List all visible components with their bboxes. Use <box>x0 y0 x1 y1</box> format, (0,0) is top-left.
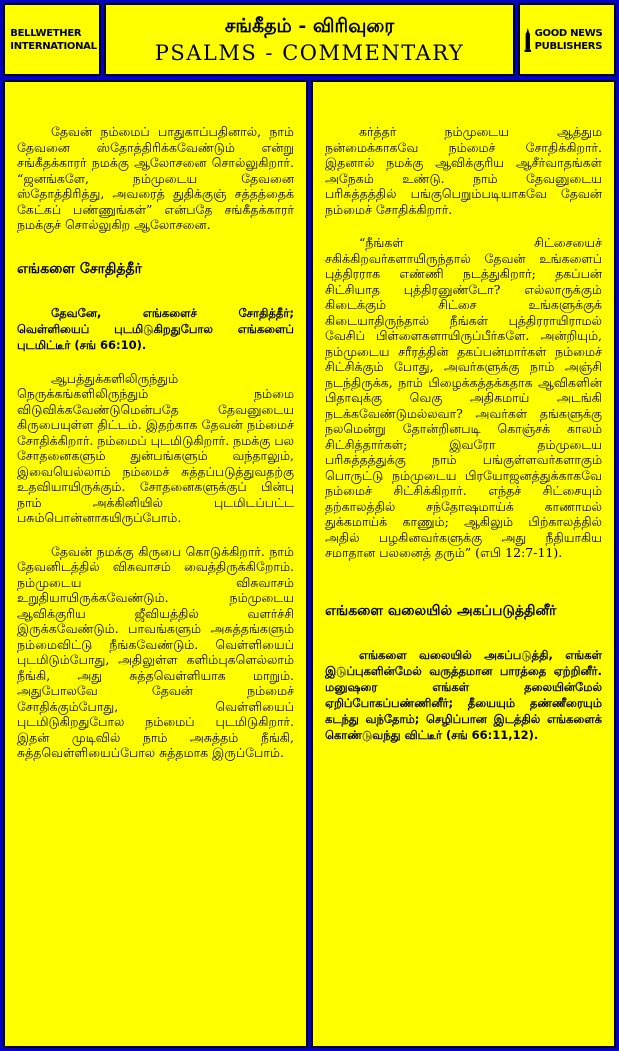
section-heading: எங்களை சோதித்தீர் <box>17 260 142 277</box>
tower-icon <box>524 18 532 62</box>
title-box <box>104 3 515 76</box>
verse-quote: எங்களை வலையில் அகப்படுத்தி, எங்கள் இடுப்புகளின்மேல் வருத்தமான பாரத்தை ஏற்றினீர். மனுஷரை எங்கள் தலையின்மேல் ஏறிப்போகப்பண்ணினீர்; தீயையும் தண்ணீரையும் கடந்து வந்தோம்; செழிப்பான இடத்தில் எங்களைக் கொண்டுவந்து விட்டீர் (சங் 66:11,12). <box>325 647 602 742</box>
left-logo-text: BELLWETHER INTERNATIONAL <box>10 27 97 52</box>
content-columns <box>3 80 616 1048</box>
paragraph: தேவன் நம்மைப் பாதுகாப்பதினால், நாம் தேவனை ஸ்தோத்திரிக்கவேண்டும் என்று சங்கீதக்காரர் நமக்கு ஆலோசனை சொல்லுகிறார். “ஜனங்களே, நம்முடைய தேவனை ஸ்தோத்திரித்து, அவரைத் துதிக்குஞ் சத்தத்தைக் கேட்கப் பண்ணுங்கள்” என்பதே சங்கீதக்காரர் நமக்குச் சொல்லுகிற ஆலோசனை. <box>17 124 294 232</box>
right-logo-text: GOOD NEWS PUBLISHERS <box>534 27 603 52</box>
right-column <box>311 80 616 1048</box>
page-header <box>3 3 616 76</box>
paragraph: தேவன் நமக்கு கிருபை கொடுக்கிறார். நாம் தேவனிடத்தில் விசுவாசம் வைத்திருக்கிறோம். நம்முடைய விசுவாசம் உறுதியாயிருக்கவேண்டும். நம்முடைய ஆவிக்குரிய ஜீவியத்தில் வளர்ச்சி இருக்கவேண்டும். பாவங்களும் அசுத்தங்களும் நம்மைவிட்டு நீங்கவேண்டும். வெள்ளியைப் புடமிடும்போது, அதிலுள்ள களிம்புகளெல்லாம் நீங்கி, அது சுத்தவெள்ளியாக மாறும். அதுபோலவே தேவன் நம்மைச் சோதிக்கும்போது, வெள்ளியைப் புடமிடுகிறதுபோல நம்மைப் புடமிடுகிறார். இதன் முடிவில் நாம் அசுத்தம் நீங்கி, சுத்தவெள்ளியைப்போல சுத்தமாக இருப்போம். <box>17 543 294 760</box>
paragraph: கர்த்தர் நம்முடைய ஆத்தும நன்மைக்காகவே நம்மைச் சோதிக்கிறார். இதனால் நமக்கு ஆவிக்குரிய ஆசீர்வாதங்கள் அநேகம் உண்டு. நாம் தேவனுடைய பரிசுத்தத்தில் பங்குபெறும்படியாகவே தேவன் நம்மைச் சோதிக்கிறார். <box>325 124 602 217</box>
paragraph: “நீங்கள் சிட்சையைச் சகிக்கிறவர்களாயிருந்தால் தேவன் உங்களைப் புத்திரராக எண்ணி நடத்துகிறார்; தகப்பன் சிட்சியாத புத்திரனுண்டோ? எல்லாருக்கும் கிடைக்கும் சிட்சை உங்களுக்குக் கிடையாதிருந்தால் நீங்கள் புத்திரராயிராமல் வேசிப் பிள்ளைகளாயிருப்பீர்களே. அன்றியும், நம்முடைய சரீரத்தின் தகப்பன்மார்கள் நம்மைச் சிட்சிக்கும் போது, அவர்களுக்கு நாம் அஞ்சி நடந்திருக்க, நாம் பிழைக்கத்தக்கதாக ஆவிகளின் பிதாவுக்கு வெகு அதிகமாய் அடங்கி நடக்கவேண்டுமல்லவா? அவர்கள் தங்களுக்கு நலமென்று தோன்றினபடி கொஞ்சக் காலம் சிட்சித்தார்கள்; இவரோ தம்முடைய பரிசுத்தத்துக்கு நாம் பங்குள்ளவர்களாகும் பொருட்டு நம்முடைய பிரயோஜனத்துக்காகவே நம்மைச் சிட்சிக்கிறார். எந்தச் சிட்சையும் தற்காலத்தில் சந்தோஷமாய்க் காணாமல் துக்கமாய்க் காணும்; ஆகிலும் பிற்காலத்தில் அதில் பழகினவர்களுக்கு அது நீதியாகிய சமாதான பலனைத் தரும்” (எபி 12:7-11). <box>325 235 602 560</box>
paragraph: ஆபத்துக்களிலிருந்தும் நெருக்கங்களிலிருந்தும் நம்மை விடுவிக்கவேண்டுமென்பதே தேவனுடைய கிருபையுள்ள திட்டம். இதற்காக தேவன் நம்மைச் சோதிக்கிறார். நம்மைப் புடமிடுகிறார். நமக்கு பல சோதனைகளும் துன்பங்களும் வந்தாலும், இவையெல்லாம் நம்மைச் சுத்தப்படுத்துவதற்கு உதவியாயிருக்கும். சோதனைகளுக்குப் பின்பு நாம் அக்கினியில் புடமிடப்பட்ட பசும்பொன்னாகயிருப்போம். <box>17 370 294 525</box>
title-tamil: சங்கீதம் - விரிவுரை <box>224 14 395 37</box>
left-logo <box>3 3 101 76</box>
verse-quote: தேவனே, எங்களைச் சோதித்தீர்; வெள்ளியைப் புடமிடுகிறதுபோல எங்களைப் புடமிட்டீர் (சங் 66:10). <box>17 305 294 352</box>
section-heading: எங்களை வலையில் அகப்படுத்தினீர் <box>325 602 557 619</box>
right-logo <box>518 3 616 76</box>
left-column <box>3 80 308 1048</box>
title-english: PSALMS - COMMENTARY <box>154 40 465 65</box>
